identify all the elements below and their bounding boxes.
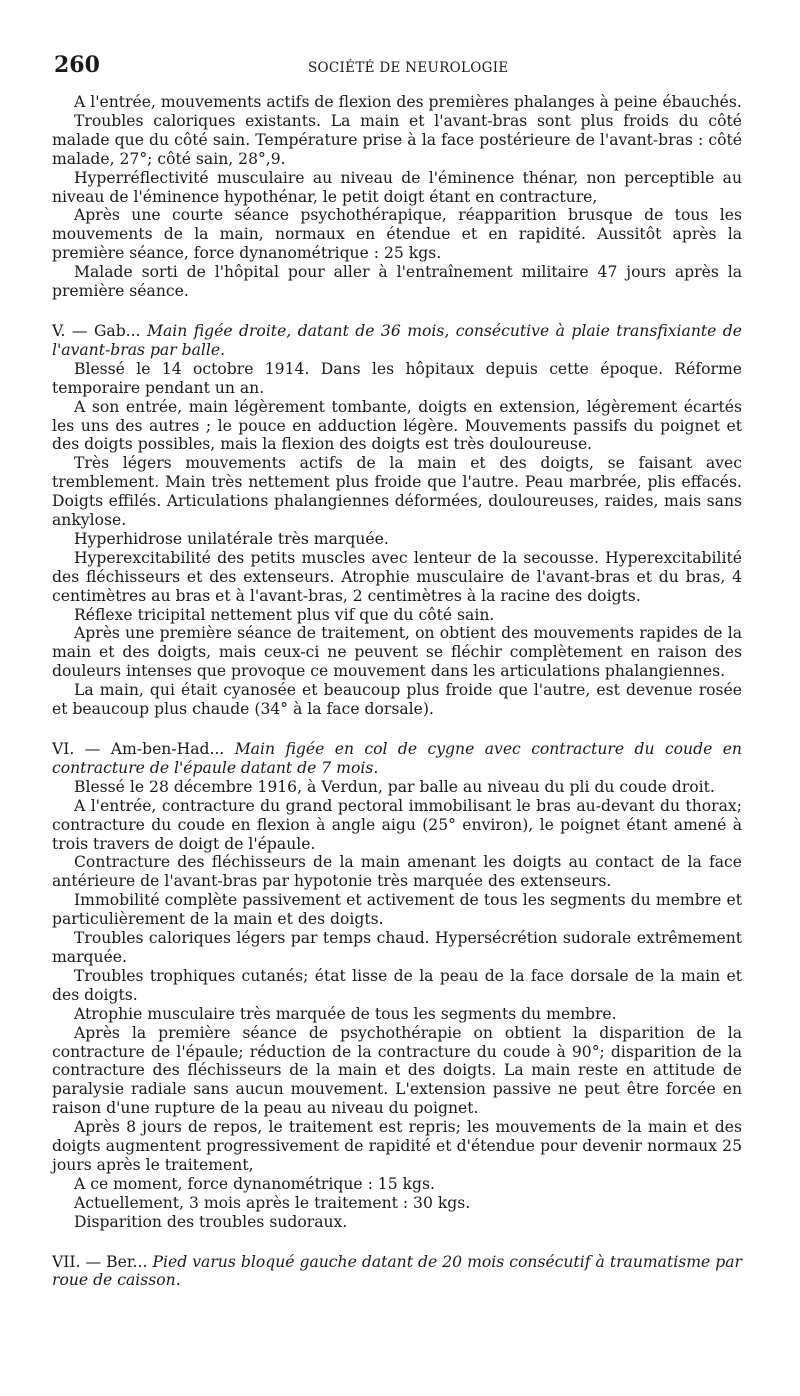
page-header — [52, 52, 742, 82]
running-title: SOCIÉTÉ DE NEUROLOGIE — [308, 60, 509, 76]
case-7-title: Pied varus bloqué gauche datant de 20 mois consécutif à traumatisme par roue de caisson. — [52, 1252, 742, 1290]
case-5-number: V. — Gab... — [52, 321, 141, 340]
page-number: 260 — [54, 52, 100, 78]
case-6-paragraph: Blessé le 28 décembre 1916, à Verdun, par balle au niveau du pli du coude droit. — [74, 777, 715, 796]
case-5-heading — [52, 322, 742, 360]
case-6-paragraph: Atrophie musculaire très marquée de tous les segments du membre. — [74, 1004, 617, 1023]
case-6-paragraph: Disparition des troubles sudoraux. — [74, 1212, 348, 1231]
case-6-paragraph: Troubles caloriques légers par temps chaud. Hypersécrétion sudorale extrêmement marquée. — [52, 929, 742, 966]
case-6-number: VI. — Am-ben-Had... — [52, 740, 225, 758]
body-text — [52, 93, 742, 1290]
case-5-paragraph: Blessé le 14 octobre 1914. Dans les hôpitaux depuis cette époque. Réforme temporaire pendant un an. — [52, 359, 742, 397]
case-5-paragraph: Très légers mouvements actifs de la main et des doigts, se faisant avec tremblement. Main très nettement plus froide que l'autre. Peau marbrée, plis effacés. Doigts effilés. Articulations phalangiennes déformées, douloureuses, raides, mais sans ankylose. — [52, 454, 742, 530]
case-5-title: Main figée droite, datant de 36 mois, consécutive à plaie transfixiante de l'avant-bras par balle. — [52, 321, 742, 359]
case-5-paragraph: Hyperexcitabilité des petits muscles avec lenteur de la secousse. Hyperexcitabilité des fléchisseurs et des extenseurs. Atrophie musculaire de l'avant-bras et du bras, 4 centimètres au bras et à l'avant-bras, 2 centimètres à la racine des doigts. — [52, 548, 742, 605]
case-5-paragraph: La main, qui était cyanosée et beaucoup plus froide que l'autre, est devenue rosée et beaucoup plus chaude (34° à la face dorsale). — [52, 681, 742, 719]
case-6-paragraph: A l'entrée, contracture du grand pectoral immobilisant le bras au-devant du thorax; contracture du coude en flexion à angle aigu (25° environ), le poignet étant amené à trois travers de doigt de l'épaule. — [52, 796, 742, 853]
case-6-paragraph: Après 8 jours de repos, le traitement est repris; les mouvements de la main et des doigts augmentent progressivement de rapidité et d'étendue pour devenir normaux 25 jours après le traitement, — [52, 1118, 742, 1174]
case-6-paragraph: Troubles trophiques cutanés; état lisse de la peau de la face dorsale de la main et des doigts. — [52, 966, 742, 1004]
case-6-heading — [52, 740, 742, 778]
intro-paragraph: A l'entrée, mouvements actifs de flexion des premières phalanges à peine ébauchés. — [74, 93, 742, 111]
case-6-paragraph: Contracture des fléchisseurs de la main amenant les doigts au contact de la face antérieure de l'avant-bras par hypotonie très marquée des extenseurs. — [52, 853, 742, 891]
intro-paragraph: Troubles caloriques existants. La main et l'avant-bras sont plus froids du côté malade que du côté sain. Température prise à la face postérieure de l'avant-bras : côté malade, 27°; côté sain, 28°,9. — [52, 111, 742, 168]
case-5-paragraph: Hyperhidrose unilatérale très marquée. — [74, 529, 389, 548]
case-7-heading — [52, 1253, 742, 1291]
intro-paragraph: Malade sorti de l'hôpital pour aller à l'entraînement militaire 47 jours après la première séance. — [52, 263, 742, 301]
case-6-paragraph: Actuellement, 3 mois après le traitement : 30 kgs. — [74, 1193, 471, 1212]
case-6-paragraph: A ce moment, force dynanométrique : 15 kgs. — [74, 1174, 435, 1193]
case-5-paragraph: A son entrée, main légèrement tombante, doigts en extension, légèrement écartés les uns des autres ; le pouce en adduction légère. Mouvements passifs du poignet et des doigts possibles, mais la flexion des doigts est très douloureuse. — [52, 397, 742, 454]
intro-paragraph: Hyperréflectivité musculaire au niveau de l'éminence thénar, non perceptible au niveau de l'éminence hypothénar, le petit doigt étant en contracture, — [52, 168, 742, 206]
case-5-paragraph: Réflexe tricipital nettement plus vif que du côté sain. — [74, 605, 495, 624]
case-7-number: VII. — Ber... — [52, 1252, 148, 1271]
intro-paragraph: Après une courte séance psychothérapique, réapparition brusque de tous les mouvements de la main, normaux en étendue et en rapidité. Aussitôt après la première séance, force dynanométrique : 25 kgs. — [52, 206, 742, 263]
case-6-paragraph: Immobilité complète passivement et activement de tous les segments du membre et particulièrement de la main et des doigts. — [52, 891, 742, 929]
case-6-title: Main figée en col de cygne avec contracture du coude en contracture de l'épaule datant de 7 mois. — [52, 740, 742, 777]
case-5-paragraph: Après une première séance de traitement, on obtient des mouvements rapides de la main et des doigts, mais ceux-ci ne peuvent se fléchir complètement en raison des douleurs intenses que provoque ce mouvement dans les articulations phalangiennes. — [52, 624, 742, 681]
case-6-paragraph: Après la première séance de psychothérapie on obtient la disparition de la contracture de l'épaule; réduction de la contracture du coude à 90°; disparition de la contracture des fléchisseurs de la main et des doigts. La main reste en attitude de paralysie radiale sans aucun mouvement. L'extension passive ne peut être forcée en raison d'une rupture de la peau au niveau du poignet. — [52, 1023, 742, 1118]
